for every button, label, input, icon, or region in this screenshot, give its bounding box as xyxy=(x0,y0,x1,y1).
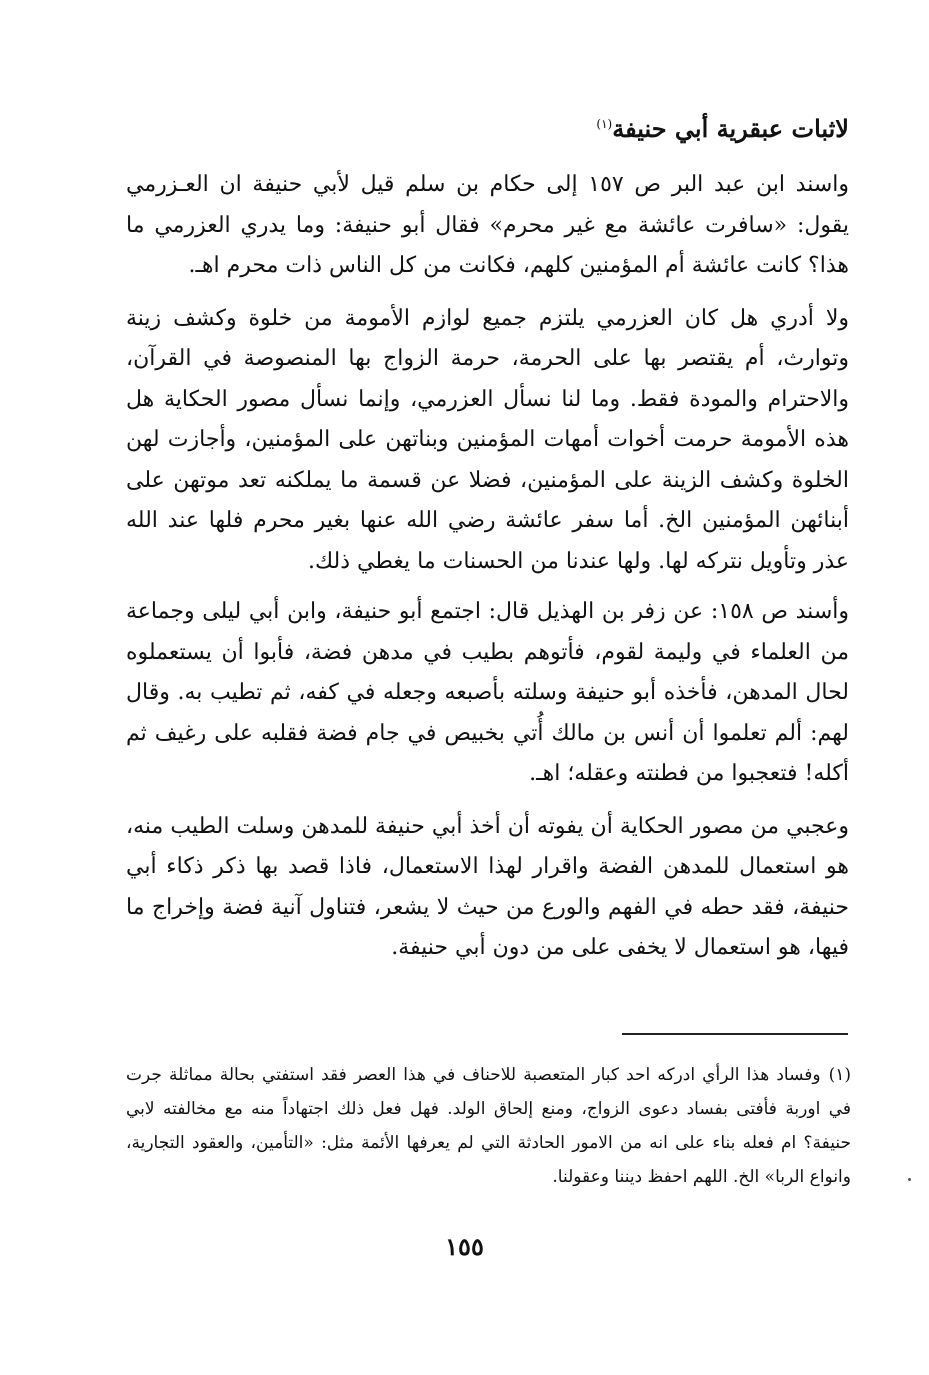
heading-footnote-mark: (١) xyxy=(596,117,613,131)
paragraph-2: ولا أدري هل كان العزرمي يلتزم جميع لوازم الأمومة من خلوة وكشف زينة وتوارث، أم يقتصر بها على الحرمة، حرمة الزواج بها المنصوصة في القرآن، والاحترام والمودة فقط. وما لنا نسأل العزرمي، وإنما نسأل مصور الحكاية هل هذه الأمومة حرمت أخوات أمهات المؤمنين وبناتهن على المؤمنين، وأجازت لهن الخلوة وكشف الزينة على المؤمنين، فضلا عن قسمة ما يملكنه تعد موتهن على أبنائهن المؤمنين الخ. أما سفر عائشة رضي الله عنها بغير محرم فلها عند الله عذر وتأويل نتركه لها. ولها عندنا من الحسنات ما يغطي ذلك. xyxy=(126,305,849,574)
paragraph-4: وعجبي من مصور الحكاية أن يفوته أن أخذ أبي حنيفة للمدهن وسلت الطيب منه، هو استعمال للمدهن الفضة واقرار لهذا الاستعمال، فاذا قصد بها ذكر ذكاء أبي حنيفة، فقد حطه في الفهم والورع من حيث لا يشعر، فتناول آنية فضة وإخراج ما فيها، هو استعمال لا يخفى على من دون أبي حنيفة. xyxy=(126,813,849,960)
paragraph-3: وأسند ص ١٥٨: عن زفر بن الهذيل قال: اجتمع أبو حنيفة، وابن أبي ليلى وجماعة من العلماء في وليمة لقوم، فأتوهم بطيب في مدهن فضة، فأبوا أن يستعملوه لحال المدهن، فأخذه أبو حنيفة وسلته بأصبعه وجعله في كفه، ثم تطيب به. وقال لهم: ألم تعلموا أن أنس بن مالك أُتي بخبيص في جام فضة فقلبه على رغيف ثم أكله! فتعجبوا من فطنته وعقله؛ اهـ. xyxy=(126,599,849,786)
footnote-separator xyxy=(622,1033,848,1035)
scan-speck xyxy=(908,1178,911,1181)
page-heading xyxy=(126,106,849,147)
main-text xyxy=(126,106,849,981)
page-number: ١٥٥ xyxy=(445,1232,484,1261)
footnote-text: وفساد هذا الرأي ادركه احد كبار المتعصبة للاحناف في هذا العصر فقد استفتي بحالة مماثلة جرت في اوربة فأفتى بفساد دعوى الزواج، ومنع إلحاق الولد. فهل فعل ذلك اجتهاداً منه مع مخالفته لابي حنيفة؟ ام فعله بناء على انه من الامور الحادثة التي لم يعرفها الأئمة مثل: «التأمين، والعقود التجارية، وانواع الربا» الخ. اللهم احفظ ديننا وعقولنا. xyxy=(126,1065,851,1187)
heading-text: لاثبات عبقرية أبي حنيفة xyxy=(612,114,849,143)
footnote xyxy=(126,1058,851,1194)
footnote-mark: (١) xyxy=(828,1065,851,1085)
paragraph-1: واسند ابن عبد البر ص ١٥٧ إلى حكام بن سلم قيل لأبي حنيفة ان العـزرمي يقول: «سافرت عائشة مع غير محرم» فقال أبو حنيفة: وما يدري العزرمي ما هذا؟ كانت عائشة أم المؤمنين كلهم، فكانت من كل الناس ذات محرم اهـ. xyxy=(126,172,850,278)
